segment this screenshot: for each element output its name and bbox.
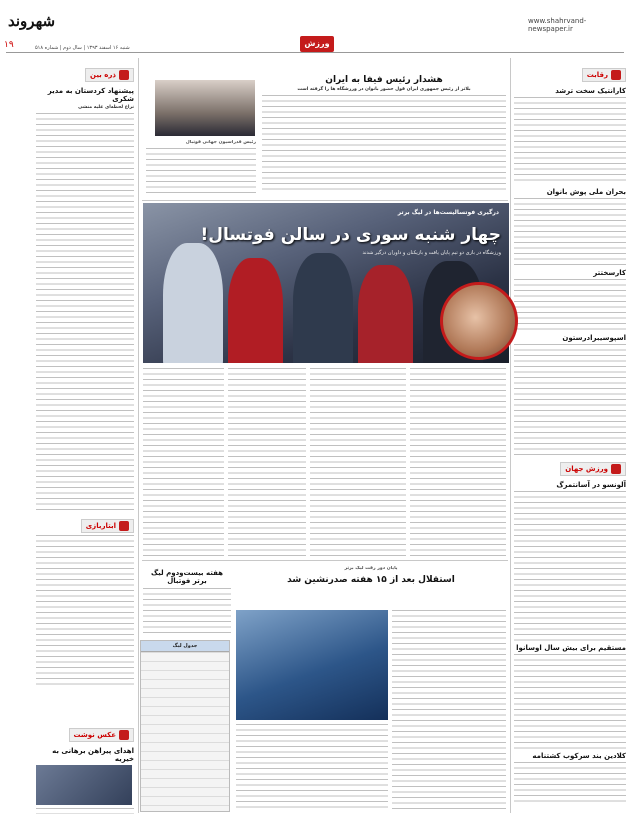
section-tab: ورزش <box>300 36 334 52</box>
article-headline: کارسختتر <box>593 269 626 277</box>
fifa-photo-caption-block <box>146 140 256 198</box>
date-line: شنبه ۱۶ اسفند ۱۳۹۳ | سال دوم | شماره ۵۱۸ <box>35 45 130 51</box>
hero-kicker: درگیری فوتسالیست‌ها در لیگ برتر <box>397 209 499 216</box>
column-rule <box>138 58 139 813</box>
league-week-headline: هفته بیست‌و‌دوم لیگ برتر فوتبال <box>151 569 223 585</box>
section-rule <box>142 560 508 561</box>
article-body <box>514 279 626 331</box>
section-tag: عکس نوشت <box>69 728 135 742</box>
article-column <box>228 368 306 556</box>
league-table-header <box>141 641 229 652</box>
article-body <box>514 654 626 749</box>
photo-note-image <box>36 765 132 805</box>
injured-player-inset-photo <box>440 282 518 360</box>
magnifier-icon <box>119 70 129 80</box>
ball-icon <box>119 521 129 531</box>
article-column <box>392 610 506 810</box>
article-headline: مستقیم برای بیش سال اوسانوا <box>516 644 626 652</box>
article-column <box>236 724 388 810</box>
article-column <box>410 368 506 556</box>
league-table <box>140 640 230 812</box>
hero-title: چهار شنبه سوری در سالن فوتسال! <box>200 225 501 245</box>
hero-lead: ورزشگاه در بازی دو تیم پایان یافت و بازیکنان و داوران درگیر شدند <box>362 250 501 256</box>
article-body <box>36 808 134 814</box>
camera-icon <box>119 730 129 740</box>
player-figure <box>228 258 283 363</box>
article-headline: آلونسو در آسانتمرگ <box>556 481 626 489</box>
globe-icon <box>611 464 621 474</box>
article-headline: هشدار رئیس فیفا به ایران <box>325 75 443 85</box>
player-figure <box>293 253 353 363</box>
left-column <box>36 62 134 722</box>
article-subhead: نزاع لحظه‌ای علیه منشی <box>78 105 134 110</box>
section-rule <box>142 200 508 201</box>
right-column <box>514 62 626 812</box>
masthead <box>0 0 630 52</box>
article-body <box>36 113 134 513</box>
player-figure <box>358 265 413 363</box>
league-table-rows <box>141 652 229 810</box>
bottom-players-photo <box>236 610 388 720</box>
article-body <box>514 762 626 802</box>
article-body <box>514 491 626 641</box>
article-headline: کلادین بند سرکوب کشتنامه <box>532 752 626 760</box>
column-rule <box>510 58 511 813</box>
section-tag: رقابت <box>582 68 626 82</box>
article-body <box>514 344 626 456</box>
league-title-block <box>143 566 231 586</box>
photo-note <box>36 722 134 814</box>
top-article <box>262 72 506 198</box>
article-body <box>262 95 506 190</box>
bottom-headline: استقلال بعد از ۱۵ هفته صدرنشین شد <box>287 575 455 586</box>
article-column <box>310 368 406 556</box>
section-tag: ابتاربازی <box>81 519 134 533</box>
fifa-president-photo <box>155 80 255 136</box>
article-subhead: بلاتر از رئیس جمهوری ایران قول حضور بانوان در ورزشگاه ها را گرفته است <box>297 87 471 92</box>
masthead-rule <box>6 52 624 53</box>
photo-note-caption: اهدای پیراهن برهانی به خیریه <box>52 747 134 763</box>
player-figure <box>163 243 223 363</box>
league-table-title: جدول لیگ <box>172 643 198 649</box>
section-tag: ورزش جهان <box>560 462 626 476</box>
article-headline: بحران ملی پوش بانوان <box>546 188 626 196</box>
article-body <box>514 97 626 185</box>
article-headline: اسپوسیبرادرستون <box>562 334 626 342</box>
article-headline: پیشنهاد کردستان به مدیر شکری <box>47 87 134 103</box>
bottom-kicker: پایان دور رفت لیگ برتر <box>344 566 398 571</box>
article-column <box>143 588 231 636</box>
bottom-headline-block <box>236 566 506 606</box>
article-body <box>36 535 134 685</box>
flag-icon <box>611 70 621 80</box>
article-body <box>514 198 626 266</box>
article-column <box>143 368 224 556</box>
article-body <box>146 148 256 196</box>
article-headline: کارانتیک سخت ترشد <box>555 87 626 95</box>
photo-caption: رئیس فدراسیون جهانی فوتبال <box>185 140 256 145</box>
site-url[interactable]: www.shahrvand-newspaper.ir <box>528 17 587 33</box>
section-tag: ذره بین <box>85 68 134 82</box>
newspaper-logo: شهروند <box>8 12 56 30</box>
page-number: ۱۹ <box>4 40 14 50</box>
